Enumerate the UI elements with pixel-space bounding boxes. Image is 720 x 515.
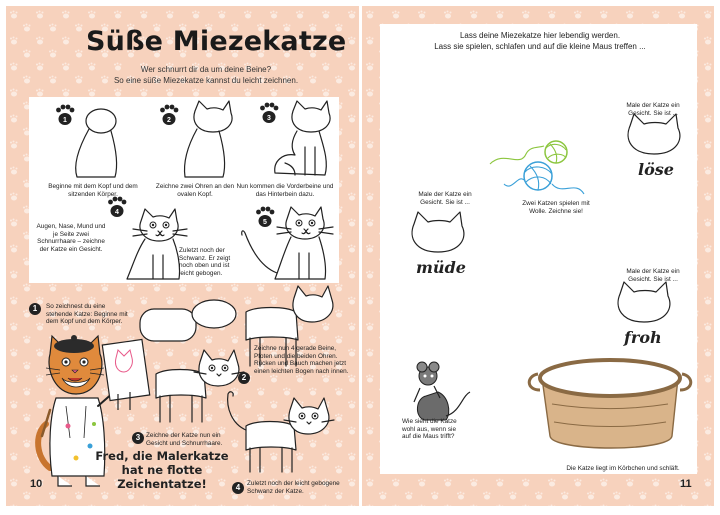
step-number: 5	[263, 219, 267, 226]
fred-painter-cat-illustration	[6, 6, 359, 506]
subtitle-line-2: So eine süße Miezekatze kannst du leicht zeichnen.	[113, 76, 299, 85]
step-number: 4	[115, 209, 119, 216]
mouse-prompt-text: Wie sieht die Katze wohl aus, wenn sie auf die Maus trifft?	[402, 418, 457, 441]
mood-word-3: froh	[624, 328, 662, 347]
subtitle-line-1: Wer schnurrt dir da um deine Beine?	[140, 65, 272, 74]
sitting-step-2-text: Zeichne zwei Ohren an den ovalen Kopf.	[155, 183, 235, 198]
left-page	[6, 6, 359, 506]
step-number: 2	[167, 117, 171, 124]
face-prompt-1-text: Male der Katze ein Gesicht. Sie ist ...	[626, 102, 680, 117]
sitting-step-4-text: Augen, Nase, Mund und je Seite zwei Schnurrhaare – zeichne der Katze ein Gesicht.	[36, 223, 106, 253]
standing-step-4-badge: 4	[232, 482, 244, 494]
basket-drawing	[380, 24, 697, 474]
right-page	[362, 6, 714, 506]
activity-panel	[380, 24, 697, 474]
intro-line-2: Lass sie spielen, schlafen und auf die kleine Maus treffen ...	[434, 42, 646, 51]
face-prompt-2-text: Male der Katze ein Gesicht. Sie ist ...	[418, 191, 472, 206]
sitting-step-3-text: Nun kommen die Vorderbeine und das Hinterbein dazu.	[236, 183, 334, 198]
basket-prompt-text: Die Katze liegt im Körbchen und schläft.	[566, 465, 680, 472]
step-number: 3	[267, 115, 271, 122]
wool-prompt-text: Zwei Katzen spielen mit Wolle. Zeichne sie!	[522, 200, 590, 215]
fred-caption-line-2: hat ne flotte Zeichentatze!	[117, 463, 207, 491]
sitting-step-1-text: Beginne mit dem Kopf und dem sitzenden Körper.	[48, 183, 138, 198]
face-prompt-3-text: Male der Katze ein Gesicht. Sie ist ...	[626, 268, 680, 283]
page-title: Süße Miezekatze	[86, 26, 347, 57]
sitting-step-5-text: Zuletzt noch der Schwanz. Er zeigt noch oben und ist leicht gebogen.	[179, 247, 231, 277]
standing-step-1-text: So zeichnest du eine stehende Katze: Beginne mit dem Kopf und dem Körper.	[46, 303, 128, 326]
standing-step-1-badge: 1	[29, 303, 41, 315]
page-number-left: 10	[30, 478, 43, 490]
standing-step-3-text: Zeichne der Katze nun ein Gesicht und Schnurrhaare.	[146, 432, 223, 447]
step-number: 1	[63, 117, 67, 124]
intro-line-1: Lass deine Miezekatze hier lebendig werden.	[459, 31, 621, 40]
standing-step-3-badge: 3	[132, 432, 144, 444]
page-number-right: 11	[680, 478, 692, 490]
mood-word-1: löse	[638, 160, 674, 179]
standing-step-4-text: Zuletzt noch der leicht gebogene Schwanz der Katze.	[247, 480, 340, 495]
fred-caption-line-1: Fred, die Malerkatze	[95, 449, 229, 463]
standing-step-2-badge: 2	[238, 372, 250, 384]
mood-word-2: müde	[416, 258, 466, 277]
standing-step-2-text: Zeichne nun 4 gerade Beine, Pfoten und die beiden Ohren. Rücken und Bauch machen jetzt einen leichten Bogen nach innen.	[254, 345, 349, 375]
